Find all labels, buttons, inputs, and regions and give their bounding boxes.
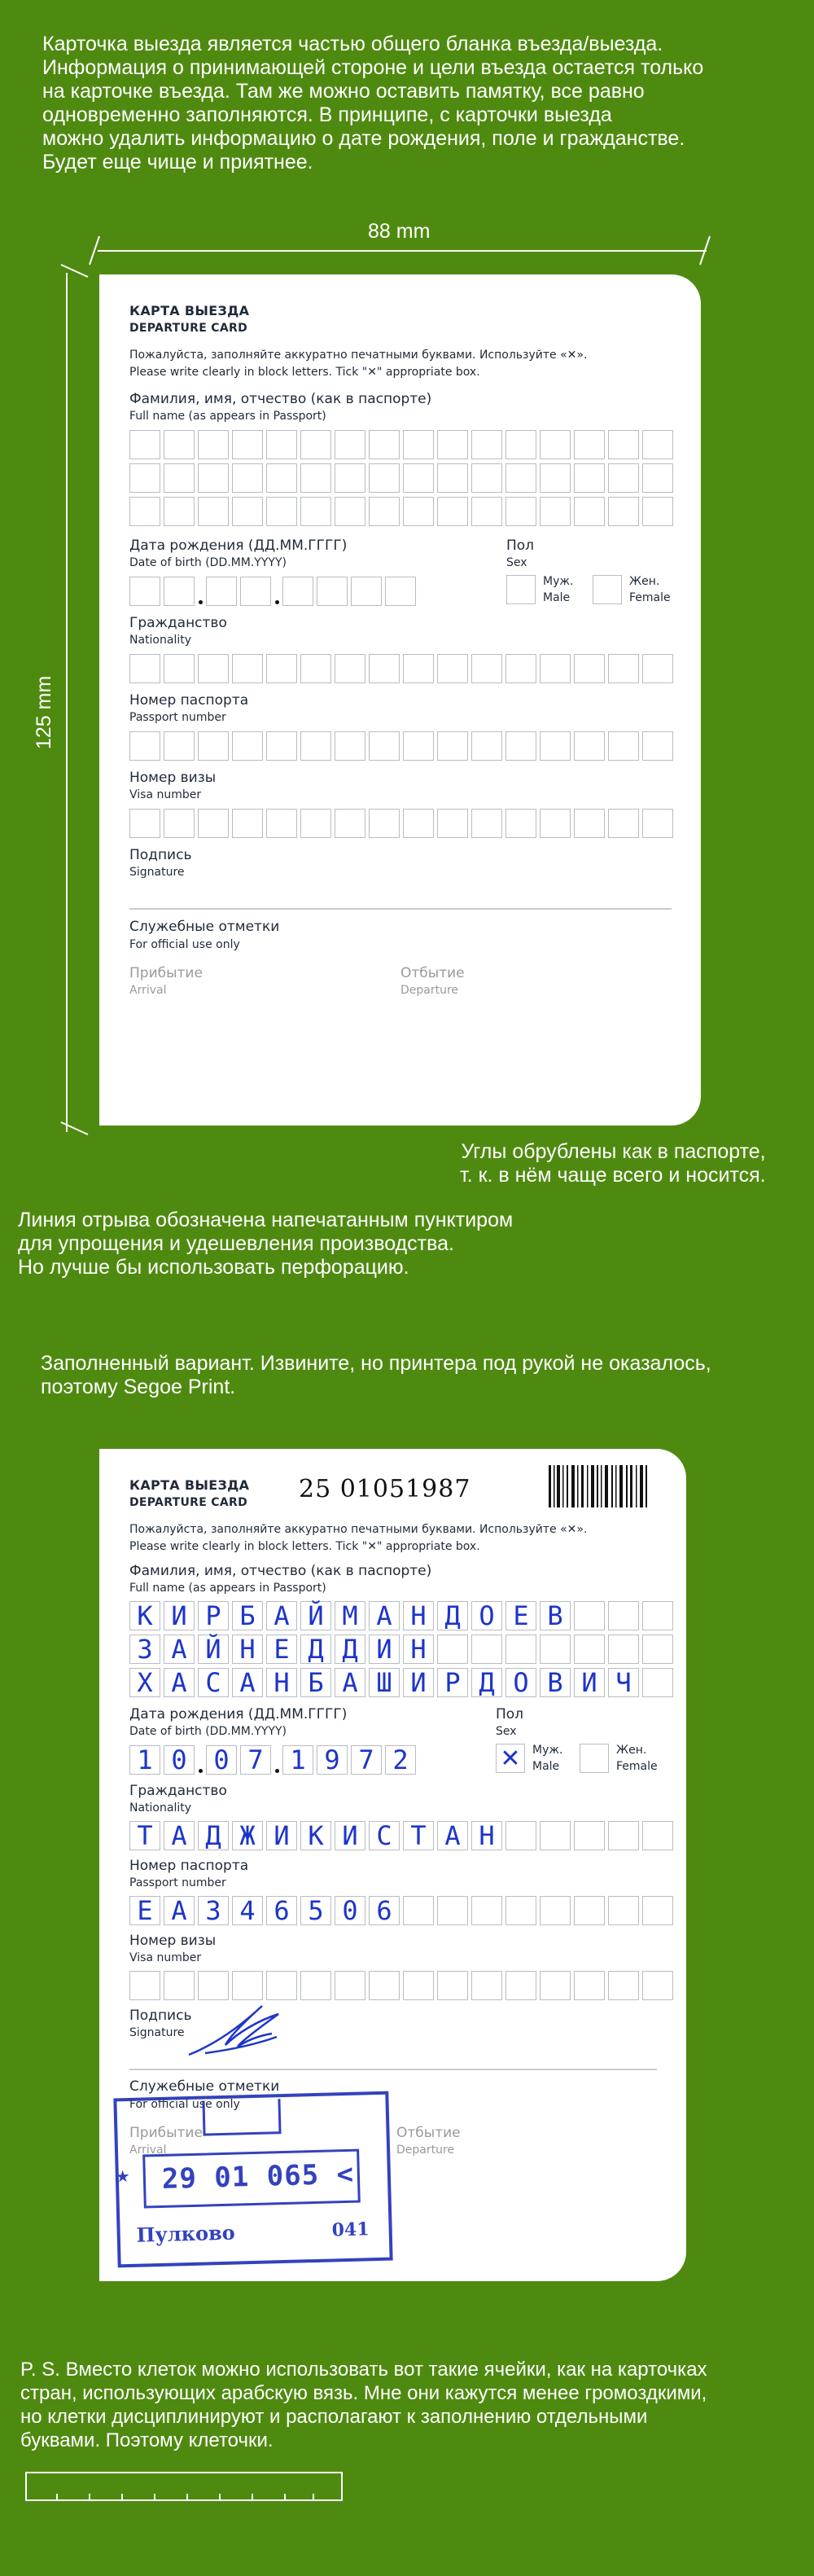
female-checkbox[interactable] — [580, 1744, 609, 1773]
grid-cell[interactable] — [369, 731, 400, 761]
grid-cell[interactable] — [574, 497, 605, 526]
grid-cell[interactable] — [129, 654, 160, 683]
grid-cell[interactable] — [505, 731, 536, 761]
grid-cell[interactable] — [437, 731, 468, 761]
grid-cell[interactable] — [266, 654, 297, 683]
grid-cell[interactable] — [540, 654, 571, 683]
grid-cell[interactable] — [437, 1635, 468, 1664]
grid-cell[interactable] — [300, 463, 331, 493]
male-checkbox[interactable]: ✕ — [496, 1744, 525, 1773]
grid-cell[interactable]: 7 — [351, 1745, 382, 1775]
grid-cell[interactable] — [608, 1635, 639, 1664]
grid-cell[interactable] — [505, 1971, 536, 2000]
grid-cell[interactable]: Т — [403, 1821, 434, 1850]
departure-label-en: Departure — [396, 2144, 455, 2157]
grid-cell[interactable] — [164, 809, 195, 838]
grid-cell[interactable] — [608, 430, 639, 459]
grid-cell[interactable]: Й — [300, 1601, 331, 1630]
passport-label-ru: Номер паспорта — [129, 1858, 249, 1874]
grid-cell[interactable] — [129, 463, 160, 493]
grid-cell[interactable] — [335, 1971, 365, 2000]
grid-cell[interactable]: В — [540, 1601, 571, 1630]
grid-cell[interactable] — [198, 654, 229, 683]
grid-cell[interactable] — [608, 654, 639, 683]
grid-cell[interactable] — [505, 463, 536, 493]
grid-cell[interactable] — [574, 1971, 605, 2000]
grid-cell[interactable] — [403, 809, 434, 838]
departure-label-ru: Отбытие — [396, 2125, 461, 2141]
grid-cell[interactable] — [129, 1971, 160, 2000]
grid-cell[interactable]: А — [369, 1601, 400, 1630]
grid-cell[interactable] — [471, 654, 502, 683]
grid-cell[interactable]: Е — [266, 1635, 297, 1664]
arrival-label-ru: Прибытие — [129, 2125, 203, 2141]
grid-cell[interactable]: В — [540, 1668, 571, 1697]
corners-caption: Углы обрублены как в паспорте, т. к. в нём чаще всего и носится. — [460, 1140, 766, 1187]
grid-cell[interactable] — [642, 1821, 673, 1850]
grid-cell[interactable] — [232, 463, 263, 493]
visa-label-ru: Номер визы — [129, 770, 217, 786]
grid-cell[interactable] — [642, 1896, 673, 1925]
grid-cell[interactable] — [403, 654, 434, 683]
grid-cell[interactable]: 0 — [335, 1896, 365, 1925]
grid-cell[interactable] — [574, 1821, 605, 1850]
departure-label-en: Departure — [400, 984, 459, 997]
grid-cell[interactable] — [266, 731, 297, 761]
grid-cell[interactable] — [266, 809, 297, 838]
grid-cell[interactable] — [540, 463, 571, 493]
grid-cell[interactable] — [232, 654, 263, 683]
grid-cell[interactable] — [403, 731, 434, 761]
grid-cell[interactable]: Ш — [369, 1668, 400, 1697]
grid-cell[interactable]: И — [266, 1821, 297, 1850]
card-title-en: DEPARTURE CARD — [129, 322, 247, 335]
grid-cell[interactable]: С — [369, 1821, 400, 1850]
grid-cell[interactable]: А — [164, 1821, 195, 1850]
grid-cell[interactable]: Н — [232, 1635, 263, 1664]
tear-line — [129, 908, 672, 910]
grid-cell[interactable]: 9 — [317, 1745, 348, 1775]
grid-cell[interactable] — [164, 731, 195, 761]
grid-cell[interactable]: Х — [129, 1668, 160, 1697]
grid-cell[interactable]: И — [164, 1601, 195, 1630]
grid-cell[interactable]: А — [164, 1668, 195, 1697]
grid-cell[interactable] — [266, 430, 297, 459]
grid-cell[interactable] — [198, 809, 229, 838]
grid-cell[interactable] — [335, 809, 365, 838]
grid-cell[interactable] — [574, 463, 605, 493]
grid-cell[interactable]: А — [164, 1896, 195, 1925]
grid-cell[interactable]: Д — [198, 1821, 229, 1850]
grid-cell[interactable]: О — [471, 1601, 502, 1630]
grid-cell[interactable] — [642, 1971, 673, 2000]
dob-grid[interactable] — [129, 577, 416, 606]
grid-cell[interactable] — [505, 497, 536, 526]
fullname-label-ru: Фамилия, имя, отчество (как в паспорте) — [129, 1563, 432, 1579]
grid-cell[interactable] — [608, 1971, 639, 2000]
passport-label-ru: Номер паспорта — [129, 692, 249, 709]
grid-cell[interactable]: И — [403, 1668, 434, 1697]
grid-cell[interactable]: Н — [471, 1821, 502, 1850]
signature-label-en: Signature — [129, 2026, 185, 2039]
tear-line — [129, 2069, 657, 2070]
grid-cell[interactable] — [198, 463, 229, 493]
grid-cell[interactable] — [164, 654, 195, 683]
stamp-date-box — [142, 2149, 361, 2209]
grid-cell[interactable] — [335, 497, 365, 526]
grid-cell[interactable] — [369, 809, 400, 838]
grid-cell[interactable]: 4 — [232, 1896, 263, 1925]
grid-cell[interactable]: Е — [505, 1601, 536, 1630]
card-title-ru: КАРТА ВЫЕЗДА — [129, 303, 250, 318]
grid-cell[interactable] — [129, 430, 160, 459]
grid-cell[interactable] — [232, 731, 263, 761]
grid-cell[interactable]: 1 — [282, 1745, 313, 1775]
grid-cell[interactable] — [642, 654, 673, 683]
official-label-ru: Служебные отметки — [129, 919, 280, 935]
signature-label-ru: Подпись — [129, 847, 192, 863]
grid-cell[interactable] — [505, 654, 536, 683]
grid-cell[interactable] — [574, 430, 605, 459]
grid-cell[interactable]: И — [369, 1635, 400, 1664]
blank-departure-card — [99, 274, 701, 1126]
grid-cell[interactable] — [198, 497, 229, 526]
grid-cell[interactable] — [608, 809, 639, 838]
passport-grid[interactable] — [129, 1896, 673, 1925]
grid-cell[interactable] — [471, 809, 502, 838]
grid-cell[interactable] — [335, 654, 365, 683]
grid-cell[interactable] — [129, 809, 160, 838]
visa-label-en: Visa number — [129, 1951, 202, 1964]
grid-cell[interactable] — [164, 430, 195, 459]
grid-cell[interactable] — [642, 1601, 673, 1630]
grid-cell[interactable]: Н — [266, 1668, 297, 1697]
grid-cell[interactable] — [300, 654, 331, 683]
grid-cell[interactable] — [642, 463, 673, 493]
fullname-label-ru: Фамилия, имя, отчество (как в паспорте) — [129, 391, 432, 407]
grid-cell[interactable] — [505, 1821, 536, 1850]
arrival-label-en: Arrival — [129, 984, 167, 997]
grid-cell[interactable]: 0 — [206, 1745, 237, 1775]
grid-cell[interactable] — [232, 809, 263, 838]
filled-departure-card — [99, 1449, 686, 2281]
intro-text: Карточка выезда является частью общего бланка въезда/выезда. Информация о принимающей стороне и цели въезда остается только на карточке въезда. Там же можно оставить памятку, все равно одновременно заполняются. В принципе, с карточки выезда можно удалить информацию о дате рождения, поле и гражданстве. Будет еще чище и приятнее. — [42, 33, 704, 173]
grid-cell[interactable] — [574, 1601, 605, 1630]
arrival-label-en: Arrival — [129, 2144, 167, 2157]
grid-cell[interactable]: А — [266, 1601, 297, 1630]
grid-cell[interactable]: Р — [198, 1601, 229, 1630]
departure-label-ru: Отбытие — [400, 965, 465, 981]
grid-cell[interactable] — [437, 1896, 468, 1925]
female-checkbox[interactable] — [593, 575, 622, 604]
grid-cell[interactable] — [505, 1635, 536, 1664]
instructions-en: Please write clearly in block letters. Tick "✕" appropriate box. — [129, 366, 480, 379]
female-label: Жен. Female — [629, 575, 671, 604]
dob-label-en: Date of birth (DD.MM.YYYY) — [129, 1725, 287, 1738]
sex-label-ru: Пол — [496, 1706, 524, 1722]
grid-cell[interactable] — [574, 731, 605, 761]
card-title-ru: КАРТА ВЫЕЗДА — [129, 1477, 250, 1493]
instructions-ru: Пожалуйста, заполняйте аккуратно печатными буквами. Используйте «✕». — [129, 1523, 588, 1536]
grid-cell[interactable] — [471, 1896, 502, 1925]
visa-grid[interactable] — [129, 809, 673, 838]
official-label-ru: Служебные отметки — [129, 2078, 280, 2095]
grid-cell[interactable]: 0 — [164, 1745, 195, 1775]
visa-label-ru: Номер визы — [129, 1933, 217, 1949]
stamp-place: Пулково — [136, 2220, 236, 2247]
grid-cell[interactable]: С — [198, 1668, 229, 1697]
male-label: Муж. Male — [543, 575, 574, 604]
grid-cell[interactable]: А — [164, 1635, 195, 1664]
grid-cell[interactable] — [198, 731, 229, 761]
visa-label-en: Visa number — [129, 788, 202, 801]
grid-cell[interactable] — [471, 731, 502, 761]
card-title-en: DEPARTURE CARD — [129, 1496, 247, 1509]
dob-label-en: Date of birth (DD.MM.YYYY) — [129, 556, 287, 569]
grid-cell[interactable]: Ж — [232, 1821, 263, 1850]
grid-cell[interactable]: Й — [198, 1635, 229, 1664]
official-label-en: For official use only — [129, 2098, 240, 2111]
sex-label-ru: Пол — [506, 538, 535, 554]
passport-label-en: Passport number — [129, 1876, 226, 1889]
grid-cell[interactable] — [335, 731, 365, 761]
grid-cell[interactable] — [471, 463, 502, 493]
grid-cell[interactable]: Д — [437, 1601, 468, 1630]
arrival-label-ru: Прибытие — [129, 965, 203, 981]
grid-cell[interactable] — [335, 463, 365, 493]
height-dimension-label: 125 mm — [33, 675, 55, 749]
grid-cell[interactable]: Н — [403, 1635, 434, 1664]
grid-cell[interactable] — [403, 1896, 434, 1925]
grid-cell[interactable] — [608, 1896, 639, 1925]
grid-cell[interactable]: 2 — [385, 1745, 416, 1775]
stamp-emblem — [202, 2099, 281, 2135]
grid-cell[interactable] — [574, 654, 605, 683]
instructions-ru: Пожалуйста, заполняйте аккуратно печатными буквами. Используйте «✕». — [129, 349, 588, 362]
handwritten-signature — [181, 1996, 287, 2061]
fullname-label-en: Full name (as appears in Passport) — [129, 410, 326, 423]
filled-caption: Заполненный вариант. Извините, но принтера под рукой не оказалось, поэтому Segoe Print. — [41, 1352, 711, 1398]
serial-number: 25 01051987 — [299, 1475, 471, 1503]
grid-cell[interactable] — [642, 430, 673, 459]
grid-cell[interactable]: Б — [300, 1668, 331, 1697]
stamp-code: 041 — [331, 2218, 370, 2241]
tear-caption: Линия отрыва обозначена напечатанным пунктиром для упрощения и удешевления производства. Но лучше бы использовать перфорацию. — [18, 1209, 514, 1279]
grid-cell[interactable]: З — [129, 1635, 160, 1664]
grid-cell[interactable] — [266, 497, 297, 526]
fullname-grid[interactable] — [129, 430, 673, 526]
grid-cell[interactable] — [574, 1635, 605, 1664]
grid-cell[interactable]: Д — [335, 1635, 365, 1664]
grid-cell[interactable] — [300, 497, 331, 526]
dob-grid[interactable] — [129, 1745, 416, 1775]
stamp-star-icon: ★ — [115, 2166, 131, 2187]
border-control-stamp — [113, 2091, 392, 2268]
grid-cell[interactable] — [642, 1668, 673, 1697]
grid-cell[interactable] — [300, 430, 331, 459]
grid-cell[interactable] — [437, 463, 468, 493]
grid-cell[interactable] — [369, 497, 400, 526]
grid-cell[interactable]: Ч — [608, 1668, 639, 1697]
nationality-grid[interactable] — [129, 1821, 673, 1850]
grid-cell[interactable] — [403, 497, 434, 526]
male-checkbox[interactable] — [506, 575, 536, 604]
grid-cell[interactable]: К — [300, 1821, 331, 1850]
signature-label-ru: Подпись — [129, 2008, 192, 2024]
grid-cell[interactable]: Р — [437, 1668, 468, 1697]
grid-cell[interactable] — [300, 809, 331, 838]
grid-cell[interactable] — [232, 497, 263, 526]
grid-cell[interactable] — [403, 1971, 434, 2000]
grid-cell[interactable] — [505, 430, 536, 459]
grid-cell[interactable] — [540, 497, 571, 526]
barcode — [547, 1465, 653, 1507]
grid-cell[interactable] — [574, 809, 605, 838]
grid-cell[interactable] — [540, 1821, 571, 1850]
grid-cell[interactable] — [540, 1971, 571, 2000]
grid-cell[interactable] — [505, 1896, 536, 1925]
grid-cell[interactable] — [540, 731, 571, 761]
dob-label-ru: Дата рождения (ДД.ММ.ГГГГ) — [129, 1706, 348, 1722]
grid-cell[interactable] — [232, 430, 263, 459]
nationality-label-en: Nationality — [129, 1801, 192, 1815]
instructions-en: Please write clearly in block letters. Tick "✕" appropriate box. — [129, 1540, 480, 1553]
grid-cell[interactable] — [198, 430, 229, 459]
grid-cell[interactable] — [437, 430, 468, 459]
grid-cell[interactable] — [129, 497, 160, 526]
grid-cell[interactable]: Д — [471, 1668, 502, 1697]
grid-cell[interactable] — [642, 731, 673, 761]
grid-cell[interactable] — [369, 430, 400, 459]
male-label: Муж. Male — [532, 1744, 563, 1773]
grid-cell[interactable] — [266, 463, 297, 493]
grid-cell[interactable]: Д — [300, 1635, 331, 1664]
grid-cell[interactable] — [471, 1971, 502, 2000]
grid-cell[interactable] — [300, 731, 331, 761]
dob-label-ru: Дата рождения (ДД.ММ.ГГГГ) — [129, 538, 348, 554]
grid-cell[interactable] — [369, 654, 400, 683]
stamp-date: 29 01 065 < — [161, 2157, 355, 2196]
grid-cell[interactable] — [437, 497, 468, 526]
grid-cell[interactable]: Т — [129, 1821, 160, 1850]
nationality-label-ru: Гражданство — [129, 615, 227, 631]
sex-label-en: Sex — [506, 556, 527, 569]
grid-cell[interactable] — [608, 1601, 639, 1630]
grid-cell[interactable]: 7 — [240, 1745, 271, 1775]
grid-cell[interactable]: Е — [129, 1896, 160, 1925]
nationality-label-en: Nationality — [129, 634, 192, 647]
official-label-en: For official use only — [129, 938, 240, 951]
grid-cell[interactable] — [403, 463, 434, 493]
passport-grid[interactable] — [129, 731, 673, 761]
grid-cell[interactable] — [608, 731, 639, 761]
grid-cell[interactable]: 3 — [198, 1896, 229, 1925]
grid-cell[interactable] — [574, 1896, 605, 1925]
grid-cell[interactable]: О — [505, 1668, 536, 1697]
grid-cell[interactable] — [164, 497, 195, 526]
grid-cell[interactable]: А — [437, 1821, 468, 1850]
signature-label-en: Signature — [129, 866, 185, 879]
grid-cell[interactable] — [608, 497, 639, 526]
grid-cell[interactable]: И — [335, 1821, 365, 1850]
grid-cell[interactable] — [540, 809, 571, 838]
grid-cell[interactable] — [369, 463, 400, 493]
ps-caption: P. S. Вместо клеток можно использовать вот такие ячейки, как на карточках стран, использующих арабскую вязь. Мне они кажутся менее громоздкими, но клетки дисциплинируют и располагают к заполнению отдельными буквами. Поэтому клеточки. — [20, 2359, 707, 2451]
grid-cell[interactable] — [471, 430, 502, 459]
grid-cell[interactable]: Б — [232, 1601, 263, 1630]
segmented-cells-example — [24, 2471, 350, 2508]
grid-cell[interactable] — [540, 1896, 571, 1925]
grid-cell[interactable]: К — [129, 1601, 160, 1630]
grid-cell[interactable]: 5 — [300, 1896, 331, 1925]
female-label: Жен. Female — [616, 1744, 658, 1773]
grid-cell[interactable] — [335, 430, 365, 459]
grid-cell[interactable] — [129, 731, 160, 761]
grid-cell[interactable] — [608, 463, 639, 493]
grid-cell[interactable]: А — [232, 1668, 263, 1697]
fullname-grid[interactable] — [129, 1601, 673, 1697]
fullname-label-en: Full name (as appears in Passport) — [129, 1582, 326, 1595]
grid-cell[interactable]: И — [574, 1668, 605, 1697]
grid-cell[interactable] — [403, 430, 434, 459]
sex-label-en: Sex — [496, 1725, 517, 1738]
grid-cell[interactable] — [369, 1971, 400, 2000]
grid-cell[interactable] — [164, 463, 195, 493]
grid-cell[interactable] — [642, 809, 673, 838]
grid-cell[interactable]: 6 — [266, 1896, 297, 1925]
grid-cell[interactable] — [540, 430, 571, 459]
grid-cell[interactable]: 1 — [129, 1745, 160, 1775]
grid-cell[interactable]: 6 — [369, 1896, 400, 1925]
grid-cell[interactable] — [608, 1821, 639, 1850]
grid-cell[interactable] — [471, 1635, 502, 1664]
grid-cell[interactable] — [437, 809, 468, 838]
width-dimension-label: 88 mm — [368, 220, 431, 243]
passport-label-en: Passport number — [129, 711, 226, 724]
grid-cell[interactable] — [471, 497, 502, 526]
grid-cell[interactable] — [437, 1971, 468, 2000]
grid-cell[interactable] — [642, 497, 673, 526]
nationality-grid[interactable] — [129, 654, 673, 683]
grid-cell[interactable]: Н — [403, 1601, 434, 1630]
grid-cell[interactable] — [505, 809, 536, 838]
grid-cell[interactable] — [437, 654, 468, 683]
grid-cell[interactable] — [300, 1971, 331, 2000]
grid-cell[interactable]: М — [335, 1601, 365, 1630]
grid-cell[interactable] — [540, 1635, 571, 1664]
grid-cell[interactable] — [642, 1635, 673, 1664]
grid-cell[interactable]: А — [335, 1668, 365, 1697]
nationality-label-ru: Гражданство — [129, 1783, 227, 1799]
